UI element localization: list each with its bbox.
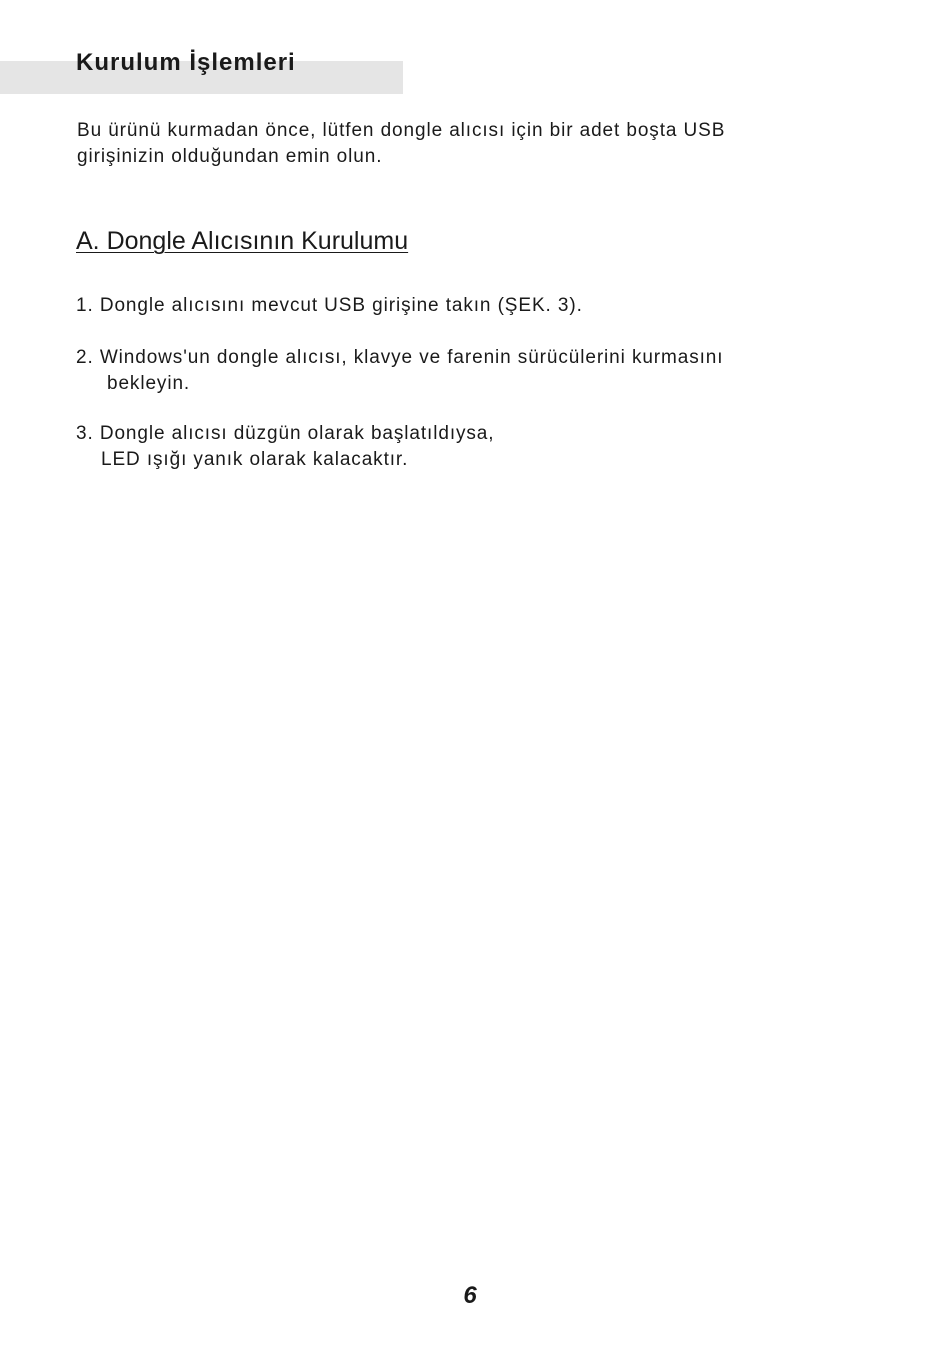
- step-item-2: [76, 345, 723, 397]
- step-continuation: LED ışığı yanık olarak kalacaktır.: [101, 449, 409, 470]
- step-item-3: [76, 421, 494, 473]
- page-number: 6: [463, 1282, 477, 1309]
- intro-line: girişinizin olduğundan emin olun.: [77, 146, 383, 167]
- page-title: Kurulum İşlemleri: [76, 49, 296, 76]
- step-continuation: bekleyin.: [107, 373, 191, 394]
- intro-paragraph: [77, 118, 725, 170]
- step-item-1: [76, 293, 583, 319]
- step-text: 2. Windows'un dongle alıcısı, klavye ve farenin sürücülerini kurmasını: [76, 347, 724, 368]
- step-text: 3. Dongle alıcısı düzgün olarak başlatıldıysa,: [76, 423, 495, 444]
- step-text: 1. Dongle alıcısını mevcut USB girişine takın (ŞEK. 3).: [76, 295, 583, 316]
- section-heading: A. Dongle Alıcısının Kurulumu: [76, 227, 409, 255]
- intro-line: Bu ürünü kurmadan önce, lütfen dongle alıcısı için bir adet boşta USB: [77, 120, 726, 141]
